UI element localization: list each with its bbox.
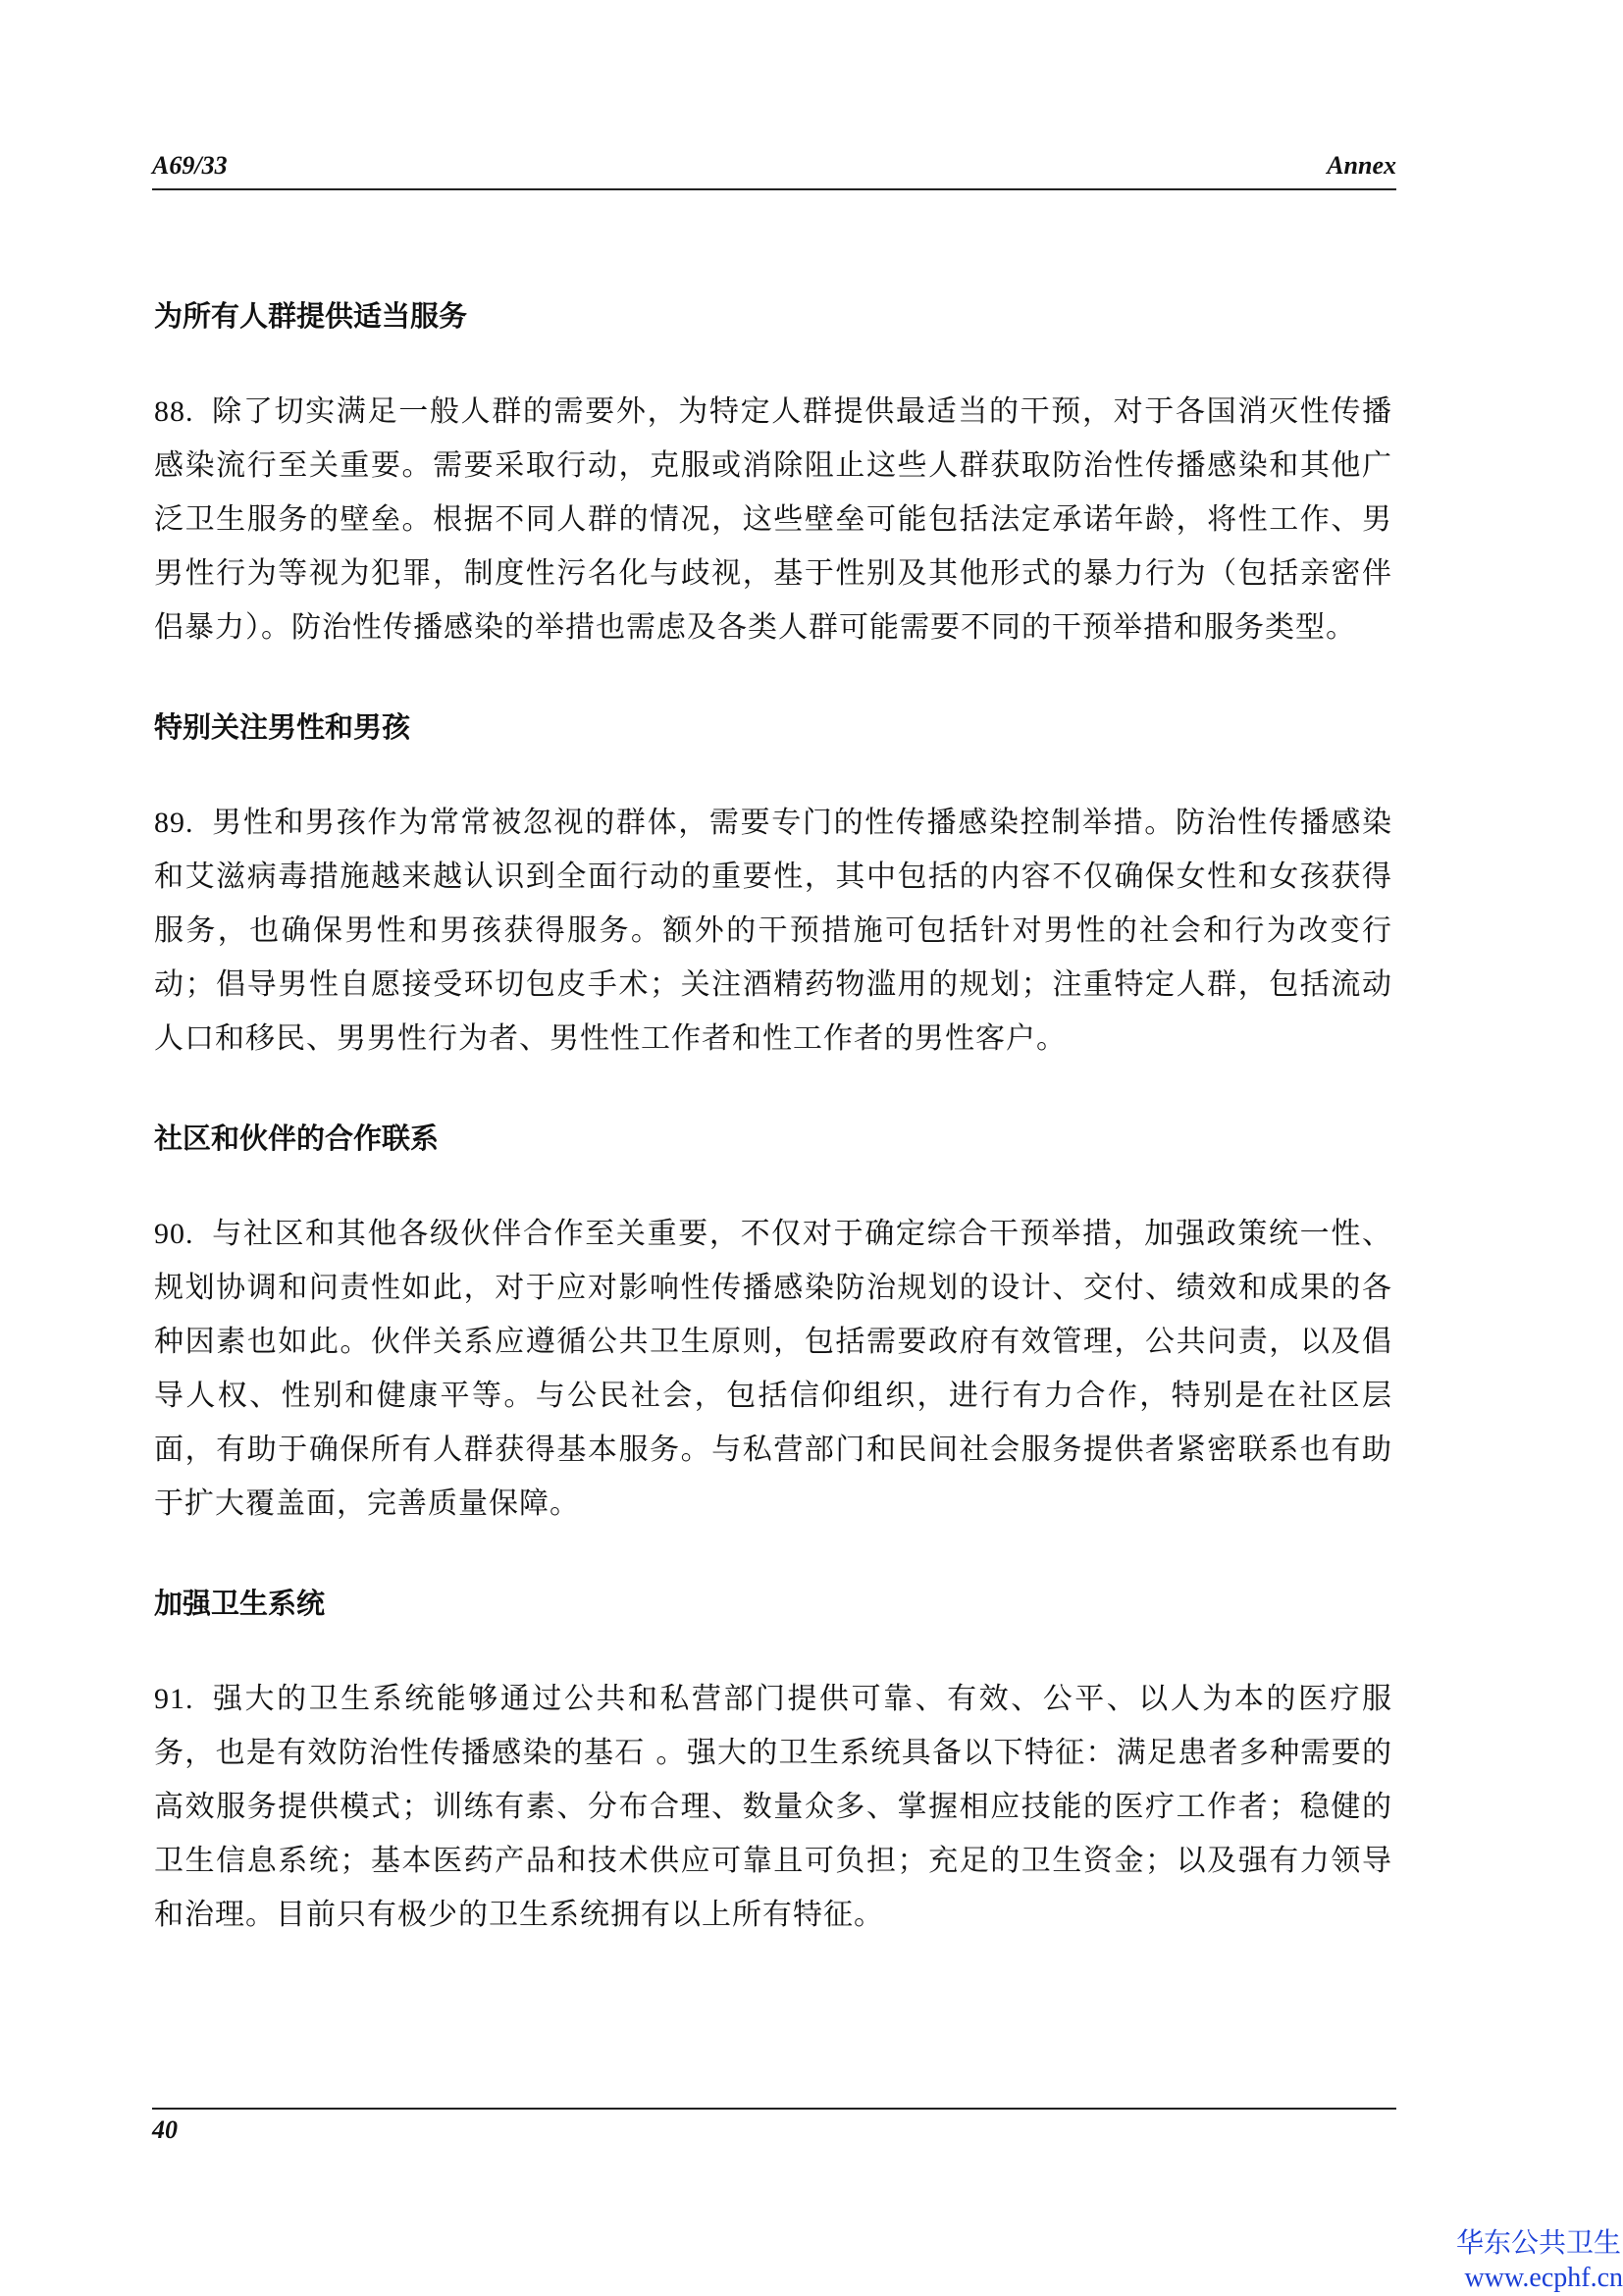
paragraph-text: 除了切实满足一般人群的需要外，为特定人群提供最适当的干预，对于各国消灭性传播感染流行至关重要。需要采取行动，克服或消除阻止这些人群获取防治性传播感染和其他广泛卫生服务的壁垒。根据不同人群的情况，这些壁垒可能包括法定承诺年龄，将性工作、男男性行为等视为犯罪，制度性污名化与歧视，基于性别及其他形式的暴力行为（包括亲密伴侣暴力）。防治性传播感染的举措也需虑及各类人群可能需要不同的干预举措和服务类型。	[154, 394, 1392, 645]
paragraph	[154, 796, 1392, 1066]
document-id: A69/33	[152, 151, 228, 180]
watermark	[1456, 2225, 1623, 2296]
paragraph-text: 与社区和其他各级伙伴合作至关重要，不仅对于确定综合干预举措，加强政策统一性、规划协调和问责性如此，对于应对影响性传播感染防治规划的设计、交付、绩效和成果的各种因素也如此。伙伴关系应遵循公共卫生原则，包括需要政府有效管理，公共问责，以及倡导人权、性别和健康平等。与公民社会，包括信仰组织，进行有力合作，特别是在社区层面，有助于确保所有人群获得基本服务。与私营部门和民间社会服务提供者紧密联系也有助于扩大覆盖面，完善质量保障。	[154, 1217, 1392, 1521]
watermark-url: www.ecphf.cn	[1464, 2263, 1623, 2293]
section-heading: 加强卫生系统	[154, 1587, 326, 1620]
watermark-name: 华东公共卫生	[1455, 2226, 1621, 2259]
paragraph	[154, 1207, 1392, 1531]
paragraph-text: 男性和男孩作为常常被忽视的群体，需要专门的性传播感染控制举措。防治性传播感染和艾滋病毒措施越来越认识到全面行动的重要性，其中包括的内容不仅确保女性和女孩获得服务，也确保男性和男孩获得服务。额外的干预措施可包括针对男性的社会和行为改变行动；倡导男性自愿接受环切包皮手术；关注酒精药物滥用的规划；注重特定人群，包括流动人口和移民、男男性行为者、男性性工作者和性工作者的男性客户。	[154, 806, 1392, 1056]
paragraph	[154, 385, 1392, 654]
annex-label: Annex	[1327, 151, 1396, 180]
paragraph-number: 88.	[154, 395, 194, 428]
paragraph-number: 89.	[154, 807, 194, 839]
page-number: 40	[152, 2115, 178, 2144]
paragraph-number: 90.	[154, 1218, 194, 1250]
paragraph	[154, 1672, 1392, 1942]
page-header	[152, 151, 1396, 190]
section-heading: 社区和伙伴的合作联系	[154, 1122, 440, 1155]
section-heading: 为所有人群提供适当服务	[154, 299, 468, 333]
paragraph-text: 强大的卫生系统能够通过公共和私营部门提供可靠、有效、公平、以人为本的医疗服务，也是有效防治性传播感染的基石 。强大的卫生系统具备以下特征：满足患者多种需要的高效服务提供模式；训练有素、分布合理、数量众多、掌握相应技能的医疗工作者；稳健的卫生信息系统；基本医药产品和技术供应可靠且可负担；充足的卫生资金；以及强有力领导和治理。目前只有极少的卫生系统拥有以上所有特征。	[154, 1682, 1392, 1932]
document-body	[154, 294, 1392, 1993]
section-heading: 特别关注男性和男孩	[154, 710, 411, 744]
paragraph-number: 91.	[154, 1683, 194, 1715]
page-footer	[152, 2108, 1396, 2145]
